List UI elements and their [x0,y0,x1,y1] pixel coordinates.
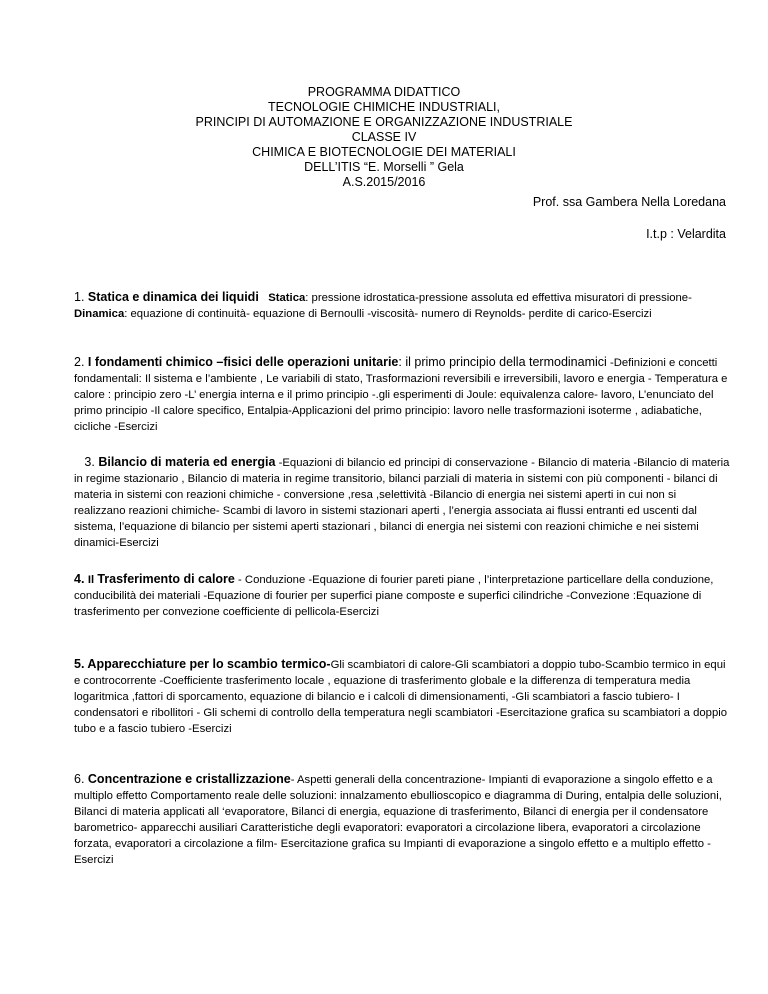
section-text: Gli scambiatori di calore-Gli scambiatori a doppio tubo-Scambio termico in equi e controcorrente -Coefficiente trasferimento locale , equazione di trasferimento globale e la differenza di temperatura media logaritmica ,fattori di sporcamento, equazione di bilancio e i calcoli di dimensionamenti, -Gli scambiatori a fascio tubiero- I condensatori e ribollitori - Gli schemi di controllo della temperatura negli scambiatori -Esercitazione grafica su scambiatori a doppio tubo e a fascio tubiero -Esercizi [74,659,728,735]
section-title: 5. Apparecchiature per lo scambio termico- [74,657,331,671]
section-3 [74,454,730,551]
subsection-label: Statica [268,292,306,304]
section-1 [74,289,730,322]
header-line: TECNOLOGIE CHIMICHE INDUSTRIALI, [268,100,500,114]
teacher-name: Prof. ssa Gambera Nella Loredana [532,195,726,209]
header-line: CHIMICA E BIOTECNOLOGIE DEI MATERIALI [252,145,516,159]
section-text: - Aspetti generali della concentrazione- Impianti di evaporazione a singolo effetto e a multiplo effetto Comportamento reale delle soluzioni: innalzamento ebullioscopico e diagramma di During, entalpia delle soluzioni, Bilanci di materia applicati all ‘evaporatore, Bilanci di energia, equazione di trasferimento, Bilanci di energia per il condensatore barometrico- apparecchi ausiliari Caratteristiche degli evaporatori: evaporatori a circolazione libera, evaporatori a circolazione forzata, evaporatori a circolazione a film- Esercitazione grafica su Impianti di evaporazione a singolo effetto e a multiplo effetto - Esercizi [74,774,722,866]
section-text: -Definizioni e concetti fondamentali: Il sistema e l’ambiente , Le variabili di stato, Trasformazioni reversibili e irreversibili, lavoro e energia - Temperatura e calore : principio zero -L’ energia interna e il primo principio -.gli esperimenti di Joule: equivalenza calore- lavoro, L’enunciato del primo principio -Il calore specifico, Entalpia-Applicazioni del primo principio: lavoro nelle trasformazioni isoterme , adiabatiche, cicliche -Esercizi [74,357,728,433]
section-lead: : il primo principio della termodinamici [398,355,607,369]
section-title: Statica e dinamica dei liquidi [87,290,259,304]
section-number: 3. [74,455,99,469]
section-text: -Equazioni di bilancio ed principi di conservazione - Bilancio di materia -Bilancio di materia in regime stazionario , Bilancio di materia in regime transitorio, bilanci parziali di materia in sistemi con più componenti - bilanci di materia in sistemi con reazioni chimiche - conversione ,resa ,selettività -Bilancio di energia nei sistemi aperti in cui non si realizzano reazioni chimiche- Scambi di lavoro in sistemi stazionari aperti , l’energia associata ai flussi entranti ed uscenti dal sistema, l’equazione di bilancio per sistemi aperti stazionari , bilanci di energia nei sistemi con reazioni chimiche e nei sistemi dinamici-Esercizi [74,457,730,549]
section-title: Bilancio di materia ed energia [98,455,276,469]
header-line: PROGRAMMA DIDATTICO [307,85,461,99]
section-number: 1. [74,290,88,304]
section-text: : pressione idrostatica-pressione assoluta ed effettiva misuratori di pressione- [305,292,692,304]
section-title-prefix: Il [87,574,98,586]
header-line: A.S.2015/2016 [342,175,426,189]
section-2 [74,354,730,435]
section-title: Concentrazione e cristallizzazione [87,772,291,786]
section-5 [74,656,730,737]
header-line: PRINCIPI DI AUTOMAZIONE E ORGANIZZAZIONE INDUSTRIALE [195,115,573,129]
section-text: - Conduzione -Equazione di fourier pareti piane , l’interpretazione particellare della conduzione, conducibilità dei materiali -Equazione di fourier per superfici piane composte e superfici cilindriche -Convezione :Equazione di trasferimento per convezione coefficiente di pellicola-Esercizi [74,574,714,618]
section-number: 2. [74,355,88,369]
section-title: Trasferimento di calore [97,572,235,586]
section-text: : equazione di continuità- equazione di Bernoulli -viscosità- numero di Reynolds- perdite di carico-Esercizi [124,308,652,320]
section-4 [74,571,730,620]
document-header [0,85,768,190]
header-line: DELL’ITIS “E. Morselli ” Gela [304,160,464,174]
itp-name: I.t.p : Velardita [646,227,726,241]
section-title: I fondamenti chimico –fisici delle operazioni unitarie [87,355,399,369]
section-number: 4. [74,572,88,586]
section-number: 6. [74,772,88,786]
section-6 [74,771,730,868]
header-line: CLASSE IV [351,130,417,144]
subsection-label: Dinamica [74,308,125,320]
